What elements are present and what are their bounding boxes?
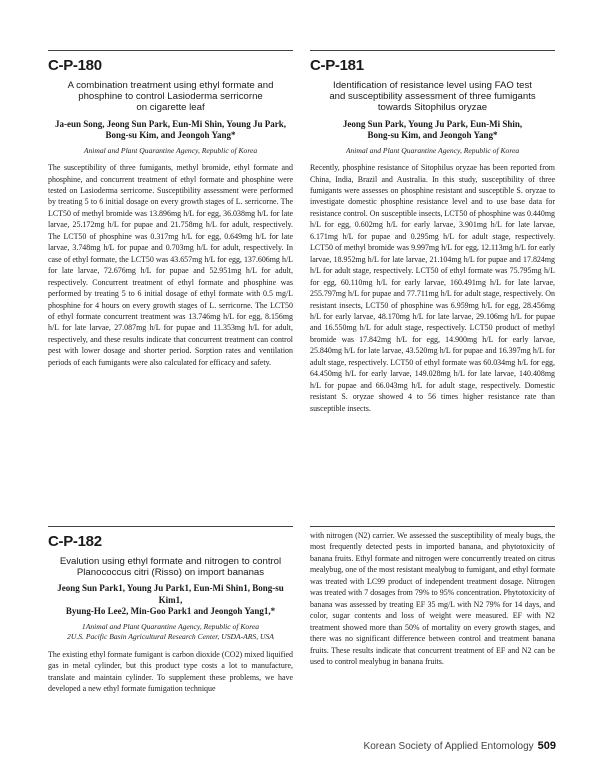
abstract-authors: Jeong Sun Park, Young Ju Park, Eun-Mi Shin, Bong-su Kim, and Jeongoh Yang* (342, 118, 523, 141)
section-divider (310, 526, 555, 527)
abstract-c-p-182-continued (310, 526, 555, 667)
abstract-title: Evalution using ethyl formate and nitrogen to control Planococcus citri (Risso) on import bananas (59, 556, 282, 579)
abstract-c-p-181 (310, 50, 555, 414)
abstract-c-p-180 (48, 50, 293, 368)
abstract-code: C-P-181 (310, 57, 364, 74)
abstract-title: Identification of resistance level using FAO test and susceptibility assessment of three fumigants towards Sitophilus oryzae (329, 80, 536, 114)
section-divider (48, 50, 293, 51)
abstract-body-right: with nitrogen (N2) carrier. We assessed the susceptibility of mealy bugs, the most frequently detected pests in imported banana, and phytotoxicity of banana fruits. Ethyl formate and nitrogen were concurrently treated on citrus mealybug, one of the most resistant mealybug to fumigant, and ethyl formate was treated with LC99 product of independent treatment dosage. Nitrogen was treated with 7 dosages from 79% to 95% concentration. Phytotoxicity of banana was assessed by treating EF 35 mg/L with N2 79% for 14 days, and color, sugar contents and loss of weight were measured. EF with N2 treatment showed more than 50% of mortality on every growth stages, and there was no significant difference between control and treatment banana fruits. These results indicate that concurrent treatment of EF and N2 can be used to control mealybug in banana fruits. (310, 531, 555, 666)
abstract-c-p-182 (48, 526, 293, 695)
abstract-body: Recently, phosphine resistance of Sitophilus oryzae has been reported from China, India, Brazil and Australia. In this study, susceptibility of three fumigants were assesses on phosphine resistant and susceptible S. oryzae to investigate domestic phosphine resistance level and to use base data for resistance control. On susceptible insects, LCT50 of phosphine was 0.440mg h/L for egg, 0.602mg h/L for early larvae, 3.901mg h/L for late larvae, 6.171mg h/L for pupae and 0.295mg h/L for adult stage, respectively. LCT50 of methyl bromide was 9.997mg h/L for egg, 12.113mg h/L for early larvae, 18.952mg h/L for late larvae, 21.104mg h/L for pupae and 17.824mg h/L for adult stage, respectively. LCT50 of ethyl formate was 75.795mg h/L for egg, 60.110mg h/L for early larvae, 160.491mg h/L for late larvae, 255.797mg h/L for pupae and 77.711mg h/L for adult stage, respectively. On resistant insects, LCT50 of phosphine was 6.959mg h/L for egg, 28.456mg h/L for early larvae, 48.170mg h/L for late larvae, 29.106mg h/L for pupae and 16.550mg h/L for adult stage, respectively. LCT50 product of methyl bromide was 17.842mg h/L for egg, 14.900mg h/L for early larvae, 25.840mg h/L for late larvae, 43.520mg h/L for pupae and 16.397mg h/L for adult stage, respectively. LCT50 of ethyl formate was 60.034mg h/L for egg, 64.450mg h/L for early larvae, 149.028mg h/L for late larvae, 140.408mg h/L for pupae and 66.043mg h/L for adult stage, respectively. Domestic resistant S. oryzae showed 4 to 56 times higher resistance rate than susceptible insects. (310, 163, 555, 413)
society-name: Korean Society of Applied Entomology (363, 741, 534, 752)
abstract-title: A combination treatment using ethyl formate and phosphine to control Lasioderma serricorne on cigarette leaf (67, 80, 274, 114)
section-divider (310, 50, 555, 51)
abstract-affiliation: Animal and Plant Quarantine Agency, Republic of Korea (83, 145, 258, 155)
abstract-authors: Jeong Sun Park1, Young Ju Park1, Eun-Mi Shin1, Bong-su Kim1, Byung-Ho Lee2, Min-Goo Park1 and Jeongoh Yang1,* (57, 583, 284, 617)
abstract-code: C-P-180 (48, 57, 102, 74)
page-number: 509 (537, 740, 556, 752)
section-divider (48, 526, 293, 527)
abstract-body-left: The existing ethyl formate fumigant is carbon dioxide (CO2) mixed liquified gas in metal cylinder, but this product type costs a lot to manufacture, translate and maintain cylinder. To supplement these problems, we have developed a new ethyl formate fumigation technique (48, 649, 293, 694)
abstract-body: The susceptibility of three fumigants, methyl bromide, ethyl formate and phosphine, and concurrent treatment of ethyl formate and phosphine were tested on Lasioderma serricorne. Susceptibility assessment were performed by treating 5 to 6 initial dosage on every growth stages of L. serricorne. The LCT50 of methyl bromide was 13.896mg h/L for egg, 36.038mg h/L for late larvae, 25.172mg h/L for pupae and 21.758mg h/L for adult, respectively. The LCT50 of phosphine was 0.317mg h/L for egg, 0.649mg h/L for late larvae, 3.748mg h/L for pupae and 0.703mg h/L for adult, respectively. In case of ethyl formate, the LCT50 was 43.657mg h/L for egg, 137.606mg h/L for late larvae, 72.676mg h/L for pupae and 52.951mg h/L for adult, respectively. Concurrent treatment of ethyl formate and phosphine was performed by treating 5 to 6 initial dosage of ethyl formate with 0.5 mg/L phosphine for 4 hours on every growth stages of L. serricorne. The LCT50 of ethyl formate concurrent treatment was 13.746mg h/L for egg, 8.156mg h/L for late larvae, 27.087mg h/L for pupae and 11.353mg h/L for adult, respectively, and these results indicate that concurrent treatment can control pest with lower dosage and shorter period. Sorption rates and ventilation periods of each fumigants were also calculated for efficacy and safety. (48, 163, 293, 367)
abstract-authors: Ja-eun Song, Jeong Sun Park, Eun-Mi Shin, Young Ju Park, Bong-su Kim, and Jeongoh Yang* (55, 118, 286, 141)
page-footer (364, 740, 556, 752)
abstract-affiliation: Animal and Plant Quarantine Agency, Republic of Korea (345, 145, 520, 155)
abstract-affiliation: 1Animal and Plant Quarantine Agency, Republic of Korea 2U.S. Pacific Basin Agricultural Research Center, USDA-ARS, USA (67, 621, 274, 642)
abstract-code: C-P-182 (48, 533, 102, 550)
